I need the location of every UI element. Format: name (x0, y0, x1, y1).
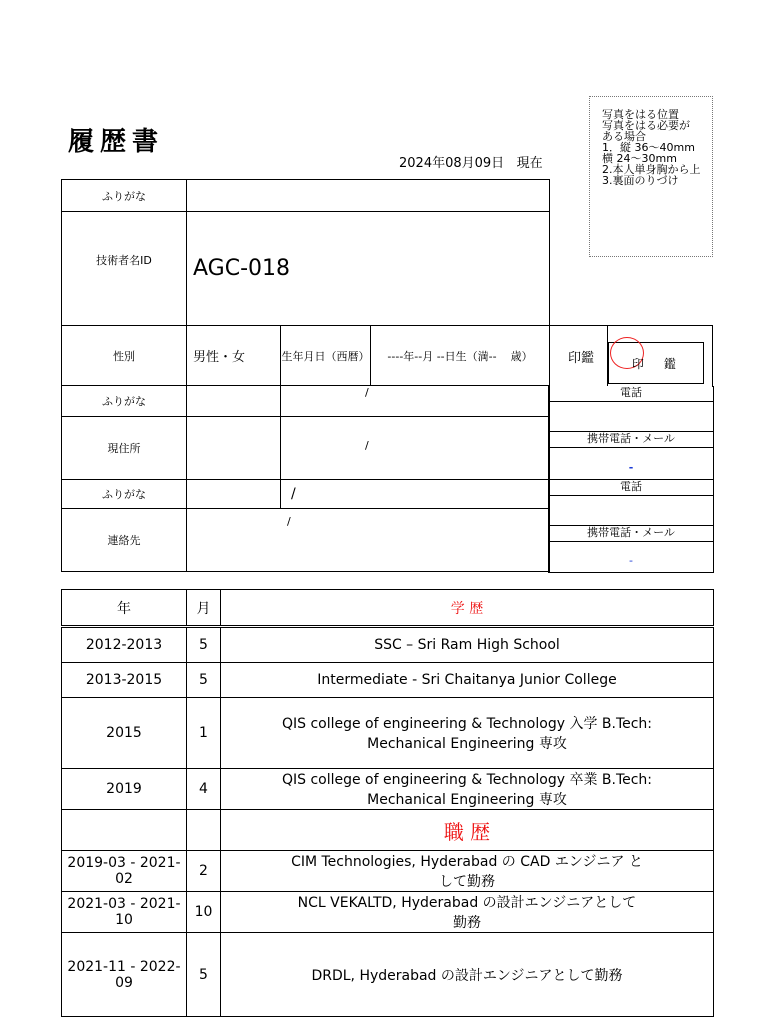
gender-label: 性別 (62, 326, 187, 386)
row-year: 2019-03 - 2021-02 (62, 851, 187, 892)
row-content: CIM Technologies, Hyderabad の CAD エンジニア として勤務 (221, 851, 714, 892)
table-row (62, 933, 714, 1017)
phone-field-2[interactable] (549, 496, 713, 526)
table-row (62, 663, 714, 698)
furigana2-field[interactable] (187, 386, 281, 417)
birth-label: 生年月日（西暦） (281, 326, 371, 386)
row-month: 2 (187, 851, 221, 892)
table-row (62, 698, 714, 769)
birth-value[interactable] (371, 326, 550, 386)
photo-placeholder[interactable] (589, 96, 713, 257)
contact-label: 連絡先 (62, 509, 187, 572)
row-content: QIS college of engineering & Technology 卒業 B.Tech: Mechanical Engineering 専攻 (221, 769, 714, 810)
row-month (187, 810, 221, 851)
contact-grid-2 (548, 479, 714, 573)
row-year: 2021-11 - 2022-09 (62, 933, 187, 1017)
row-content: DRDL, Hyderabad の設計エンジニアとして勤務 (221, 933, 714, 1017)
row-year: 2021-03 - 2021-10 (62, 892, 187, 933)
email-field-2[interactable]: - (549, 542, 713, 573)
row-year: 2013-2015 (62, 663, 187, 698)
photo-line: 1．縦 36～40mm (602, 141, 695, 154)
row-year: 2015 (62, 698, 187, 769)
furigana3-label: ふりがな (62, 480, 187, 509)
birth-date: ----年--月 --日生（満-- (387, 349, 497, 363)
table-row (62, 892, 714, 933)
table-row (62, 627, 714, 663)
furigana-field[interactable] (187, 180, 550, 212)
date-line (399, 152, 543, 171)
table-row (62, 810, 714, 851)
email-field[interactable]: - (628, 461, 634, 474)
furigana3-slash: / (281, 480, 550, 509)
photo-line: 3.裏面のりづけ (602, 174, 679, 187)
email-label-2: 携帯電話・メール (549, 526, 713, 542)
gender-value[interactable]: 男性・女 (187, 326, 281, 386)
furigana-label: ふりがな (62, 180, 187, 212)
address-label: 現住所 (62, 417, 187, 480)
col-year-header: 年 (62, 590, 187, 627)
date-value: 2024年08月09日 (399, 156, 505, 171)
col-education-header: 学 歴 (221, 590, 714, 627)
phone-field[interactable] (549, 402, 713, 432)
contact-grid-1 (548, 386, 714, 480)
address-field[interactable] (187, 417, 281, 480)
date-suffix: 現在 (516, 156, 543, 171)
row-content: SSC – Sri Ram High School (221, 627, 714, 663)
row-month: 5 (187, 933, 221, 1017)
row-month: 10 (187, 892, 221, 933)
photo-line: 2.本人単身胸から上 (602, 163, 701, 176)
seal-label: 印鑑 (568, 351, 595, 366)
contact-slash: / (187, 509, 550, 572)
table-row (62, 769, 714, 810)
photo-line: 横 24～30mm (602, 152, 677, 165)
furigana2-slash: / (281, 386, 550, 417)
history-table (61, 589, 714, 1017)
row-content: QIS college of engineering & Technology 入学 B.Tech: Mechanical Engineering 専攻 (221, 698, 714, 769)
page-title: 履歴書 (68, 127, 165, 157)
row-content: Intermediate - Sri Chaitanya Junior College (221, 663, 714, 698)
row-month: 4 (187, 769, 221, 810)
address-slash: / (281, 417, 550, 480)
row-year: 2019 (62, 769, 187, 810)
row-month: 5 (187, 663, 221, 698)
email-label: 携帯電話・メール (549, 432, 713, 448)
stamp-text: 印 鑑 (632, 357, 684, 371)
photo-line: ある場合 (602, 130, 646, 143)
row-month: 1 (187, 698, 221, 769)
name-value[interactable]: AGC-018 (187, 212, 550, 326)
birth-age-suffix: 歳） (510, 349, 533, 363)
name-label: 技術者名ID (62, 212, 187, 326)
table-row (62, 851, 714, 892)
profile-table (61, 179, 550, 572)
col-month-header: 月 (187, 590, 221, 627)
phone-label-2: 電話 (549, 480, 713, 496)
row-year (62, 810, 187, 851)
work-history-header: 職 歴 (221, 810, 714, 851)
photo-line: 写真をはる位置 (602, 108, 679, 121)
furigana2-label: ふりがな (62, 386, 187, 417)
row-month: 5 (187, 627, 221, 663)
row-year: 2012-2013 (62, 627, 187, 663)
phone-label: 電話 (549, 386, 713, 402)
furigana3-field[interactable] (187, 480, 281, 509)
row-content: NCL VEKALTD, Hyderabad の設計エンジニアとして勤務 (221, 892, 714, 933)
photo-line: 写真をはる必要が (602, 119, 690, 132)
